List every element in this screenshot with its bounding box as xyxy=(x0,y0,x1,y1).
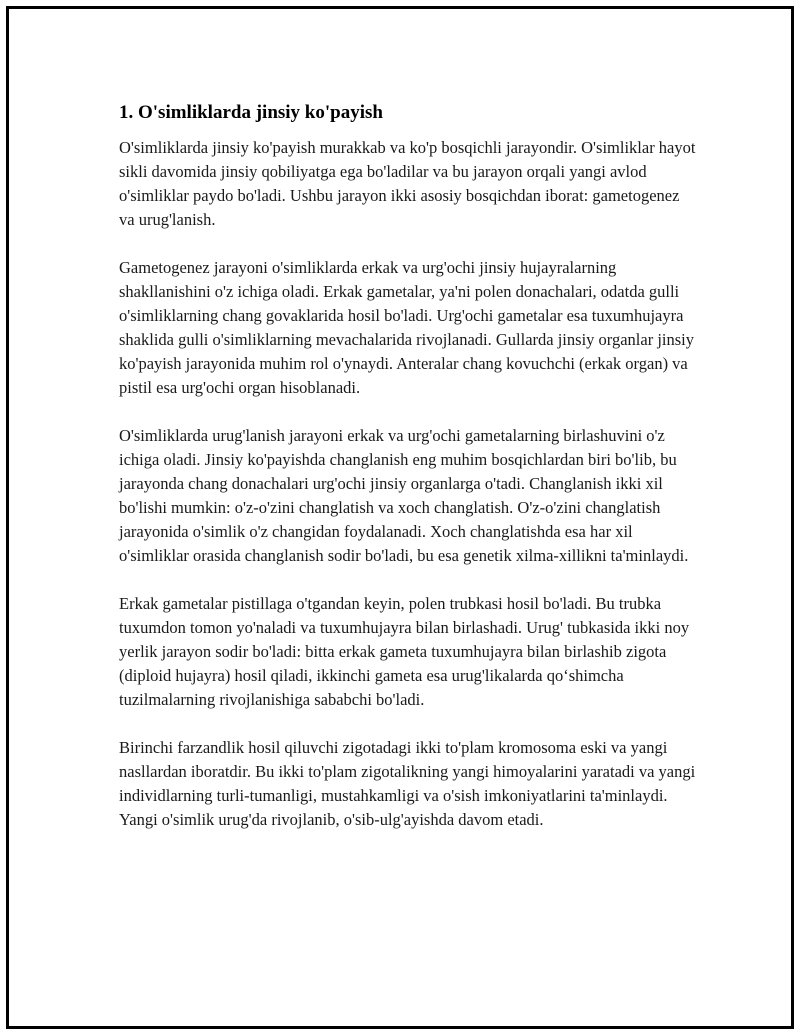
paragraph-zygote: Birinchi farzandlik hosil qiluvchi zigotadagi ikki to'plam kromosoma eski va yangi nasllardan iboratdir. Bu ikki to'plam zigotalikning yangi himoyalarini yaratadi va yangi individlarning turli-tumanligi, mustahkamligi va o'sish imkoniyatlarini ta'minlaydi. Yangi o'simlik urug'da rivojlanib, o'sib-ulg'ayishda davom etadi. xyxy=(119,738,696,829)
paragraph-gametogenesis: Gametogenez jarayoni o'simliklarda erkak va urg'ochi jinsiy hujayralarning shakllanishini o'z ichiga oladi. Erkak gametalar, ya'ni polen donachalari, odatda gulli o'simliklarning chang govaklarida hosil bo'ladi. Urg'ochi gametalar esa tuxumhujayra shaklida gulli o'simliklarning mevachalarida rivojlanadi. Gullarda jinsiy organlar jinsiy ko'payish jarayonida muhim rol o'ynaydi. Anteralar chang kovuchchi (erkak organ) va pistil esa urg'ochi organ hisoblanadi. xyxy=(119,258,694,397)
document-body xyxy=(119,101,699,856)
section-title: 1. O'simliklarda jinsiy ko'payish xyxy=(119,102,383,123)
paragraph-fertilization: O'simliklarda urug'lanish jarayoni erkak va urg'ochi gametalarning birlashuvini o'z ichiga oladi. Jinsiy ko'payishda changlanish eng muhim bosqichlardan biri bo'lib, bu jarayonda chang donachalari urg'ochi jinsiy organlarga o'tadi. Changlanish ikki xil bo'lishi mumkin: o'z-o'zini changlatish va xoch changlatish. O'z-o'zini changlatish jarayonida o'simlik o'z changidan foydalanadi. Xoch changlatishda esa har xil o'simliklar orasida changlanish sodir bo'ladi, bu esa genetik xilma-xillikni ta'minlaydi. xyxy=(119,426,689,565)
paragraph-intro: O'simliklarda jinsiy ko'payish murakkab va ko'p bosqichli jarayondir. O'simliklar hayot sikli davomida jinsiy qobiliyatga ega bo'ladilar va bu jarayon orqali yangi avlod o'simliklar paydo bo'ladi. Ushbu jarayon ikki asosiy bosqichdan iborat: gametogenez va urug'lanish. xyxy=(119,138,696,229)
paragraph-pollen-tube: Erkak gametalar pistillaga o'tgandan keyin, polen trubkasi hosil bo'ladi. Bu trubka tuxumdon tomon yo'naladi va tuxumhujayra bilan birlashadi. Urug' tubkasida ikki noy yerlik jarayon sodir bo'ladi: bitta erkak gameta tuxumhujayra bilan birlashib zigota (diploid hujayra) hosil qiladi, ikkinchi gameta esa urug'likalarda qo‘shimcha tuzilmalarning rivojlanishiga sababchi bo'ladi. xyxy=(119,594,690,709)
page-frame xyxy=(6,6,794,1029)
